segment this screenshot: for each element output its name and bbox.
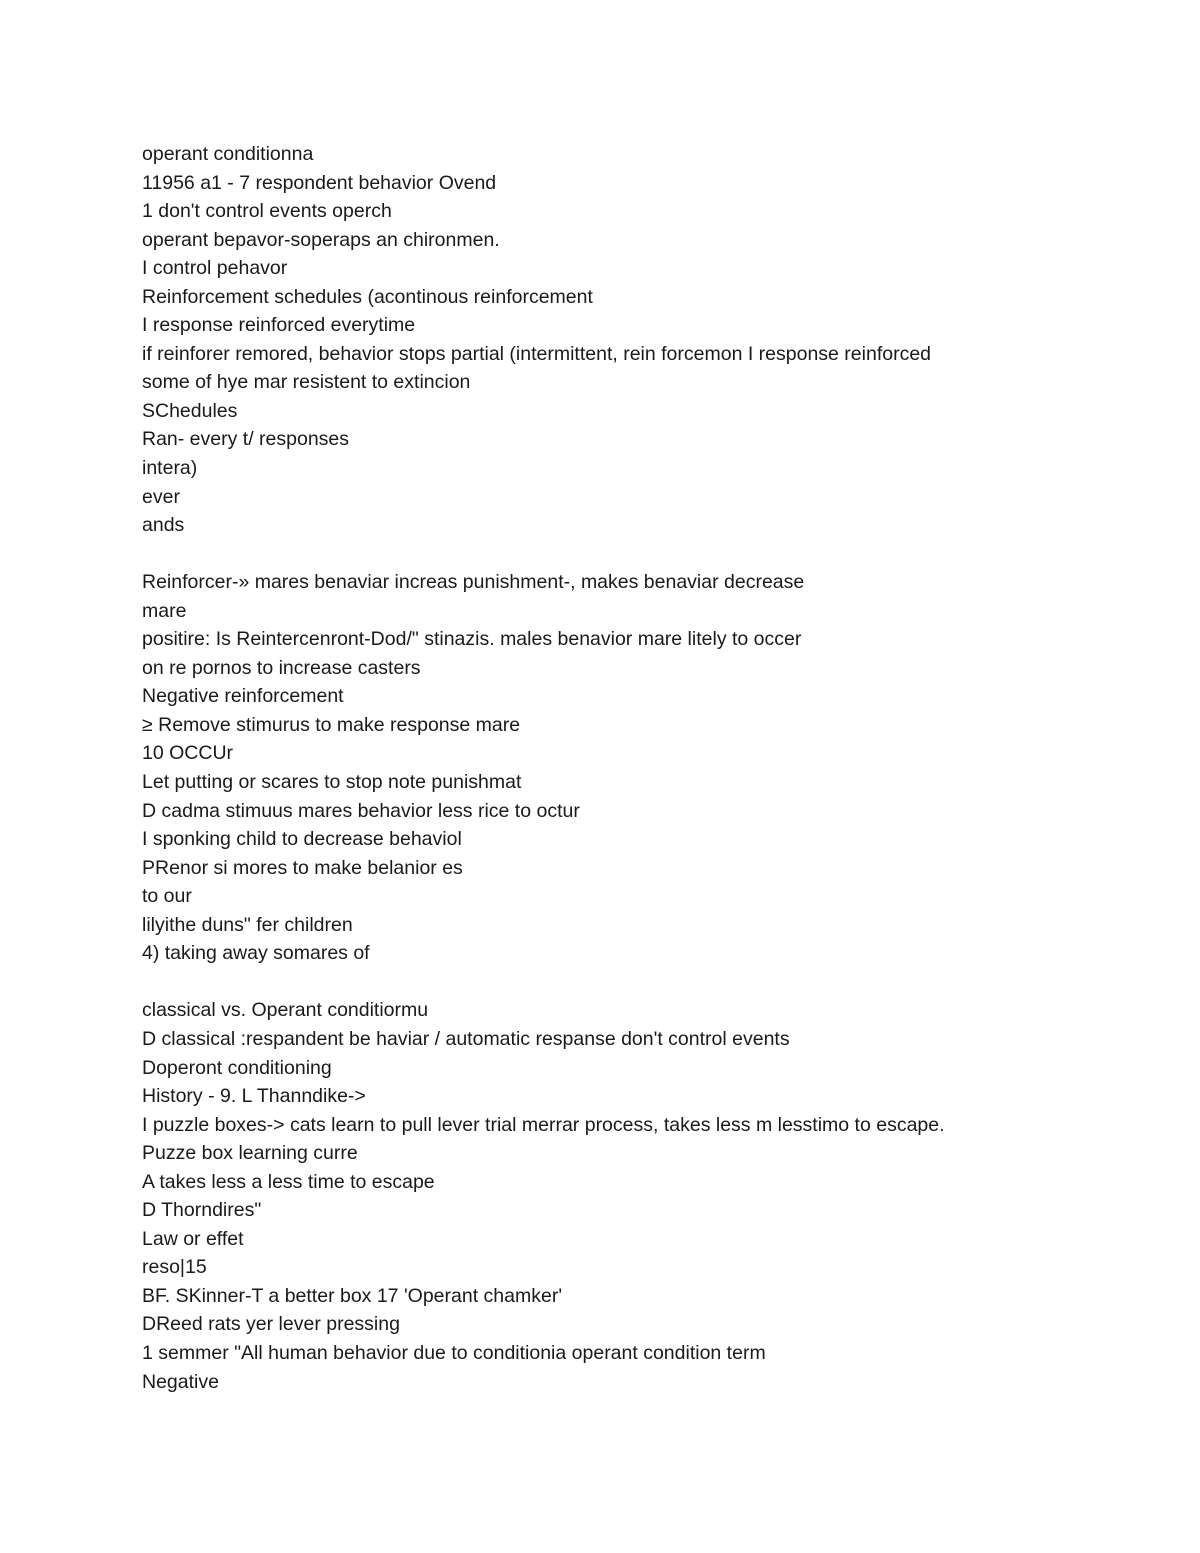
text-line: mare bbox=[142, 599, 187, 622]
text-line: Ran- every t/ responses bbox=[142, 428, 350, 451]
text-line: ≥ Remove stimurus to make response mare bbox=[142, 713, 521, 736]
text-line: I puzzle boxes-> cats learn to pull lever trial merrar process, takes less m lesstimo to escape. bbox=[142, 1113, 945, 1136]
text-line: operant conditionna bbox=[142, 143, 314, 165]
text-line: I sponking child to decrease behaviol bbox=[142, 828, 462, 851]
text-line: 4) taking away somares of bbox=[142, 942, 370, 965]
text-line: 10 OCCUr bbox=[142, 742, 234, 765]
text-line: Let putting or scares to stop note punishmat bbox=[142, 771, 522, 794]
text-line: PRenor si mores to make belanior es bbox=[142, 856, 463, 879]
text-line: ands bbox=[142, 514, 185, 537]
text-line: Negative bbox=[142, 1370, 219, 1393]
notes-body bbox=[142, 140, 1162, 1396]
text-line: intera) bbox=[142, 457, 198, 480]
text-line: Law or effet bbox=[142, 1227, 244, 1250]
text-line: BF. SKinner-T a better box 17 'Operant chamker' bbox=[142, 1284, 563, 1307]
text-line: I control pehavor bbox=[142, 257, 288, 280]
text-line: SChedules bbox=[142, 399, 238, 422]
text-line: reso|15 bbox=[142, 1256, 207, 1279]
text-line: DReed rats yer lever pressing bbox=[142, 1313, 400, 1336]
text-line: lilyithe duns" fer children bbox=[142, 913, 353, 936]
text-line: D Thorndires" bbox=[142, 1199, 262, 1222]
text-line: Negative reinforcement bbox=[142, 685, 344, 708]
text-line: on re pornos to increase casters bbox=[142, 656, 421, 679]
text-line: D cadma stimuus mares behavior less rice to octur bbox=[142, 799, 580, 822]
text-line: Reinforcer-» mares benaviar increas punishment-, makes benaviar decrease bbox=[142, 571, 805, 594]
text-line: to our bbox=[142, 885, 192, 908]
text-line: Doperont conditioning bbox=[142, 1056, 332, 1079]
text-line: A takes less a less time to escape bbox=[142, 1170, 435, 1193]
text-line: 1 semmer "All human behavior due to conditionia operant condition term bbox=[142, 1341, 766, 1364]
text-line: classical vs. Operant conditiormu bbox=[142, 999, 429, 1022]
text-line: 11956 a1 - 7 respondent behavior Ovend bbox=[142, 171, 497, 194]
text-line: positire: Is Reintercenront-Dod/" stinazis. males benavior mare litely to occer bbox=[142, 628, 802, 651]
text-line: I response reinforced everytime bbox=[142, 314, 416, 337]
blank-line bbox=[142, 968, 1162, 997]
text-line: 1 don't control events operch bbox=[142, 200, 392, 223]
text-line: Reinforcement schedules (acontinous reinforcement bbox=[142, 285, 593, 308]
text-line: operant bepavor-soperaps an chironmen. bbox=[142, 228, 500, 251]
text-line: if reinforer remored, behavior stops partial (intermittent, rein forcemon I response reinforced bbox=[142, 342, 932, 365]
text-line: History - 9. L Thanndike-> bbox=[142, 1085, 366, 1108]
text-line: ever bbox=[142, 485, 180, 508]
blank-line bbox=[142, 540, 1162, 569]
text-line: some of hye mar resistent to extincion bbox=[142, 371, 471, 394]
text-line: Puzze box learning curre bbox=[142, 1142, 358, 1165]
text-line: D classical :respandent be haviar / automatic respanse don't control events bbox=[142, 1027, 790, 1050]
